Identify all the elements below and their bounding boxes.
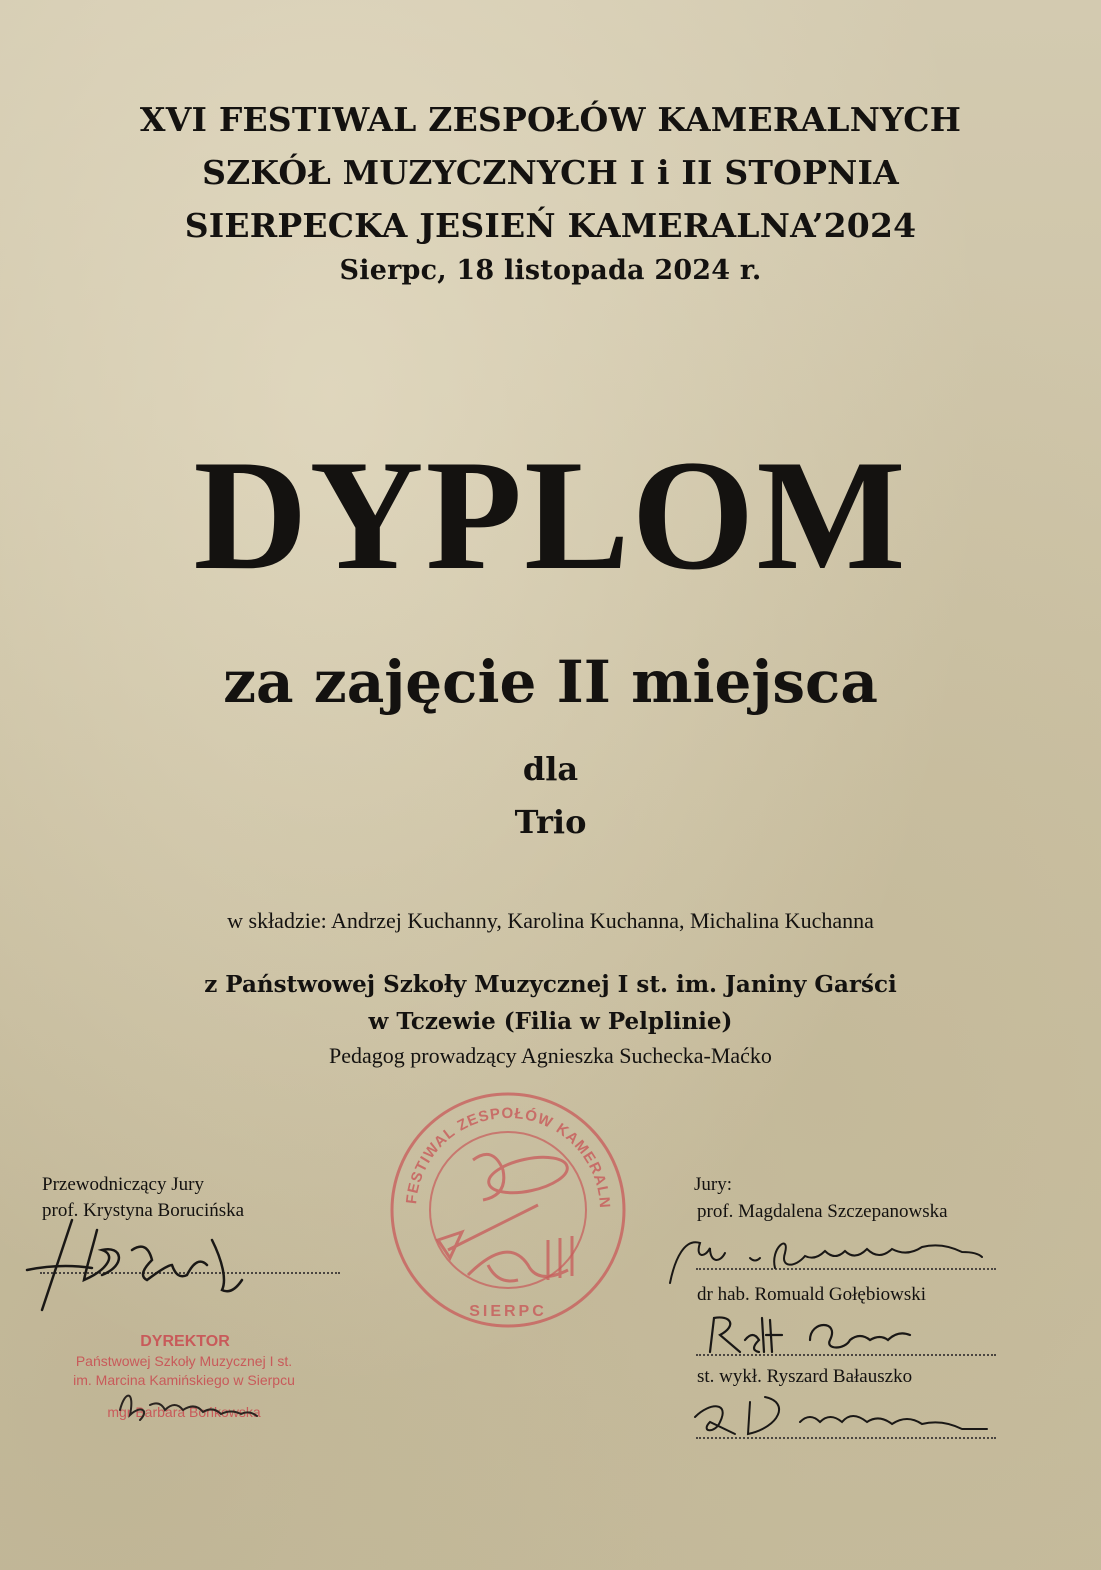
festival-title-line1: XVI FESTIWAL ZESPOŁÓW KAMERALNYCH (139, 100, 962, 139)
for-label: dla (522, 750, 579, 788)
director-signature (110, 1380, 280, 1430)
jury-chair-signature (22, 1210, 262, 1320)
director-stamp-title: DYREKTOR (140, 1333, 230, 1350)
director-stamp-name: mgr Barbara Bońkowska (107, 1404, 261, 1420)
jury-member-3: st. wykł. Ryszard Bałauszko (697, 1366, 913, 1387)
award-place: za zajęcie II miejsca (223, 648, 878, 716)
jury-member-2-signature (700, 1310, 930, 1360)
ensemble-name: Trio (514, 803, 587, 841)
ensemble-members: w składzie: Andrzej Kuchanny, Karolina Kuchanna, Michalina Kuchanna (227, 908, 874, 933)
teacher-line: Pedagog prowadzący Agnieszka Suchecka-Maćko (329, 1043, 772, 1068)
seal-ring-text: FESTIWAL ZESPOŁÓW KAMERALNYCH SZKÓŁ MUZYCZNYCH I i II st. (381, 1077, 614, 1210)
director-stamp-line1: Państwowej Szkoły Muzycznej I st. (75, 1353, 293, 1369)
jury-member-3-signature (690, 1392, 1010, 1442)
jury-member-2: dr hab. Romuald Gołębiowski (697, 1284, 927, 1305)
jury-label: Jury: (694, 1174, 732, 1195)
school-line1: z Państwowej Szkoły Muzycznej I st. im. Janiny Garści (204, 971, 897, 998)
festival-title-line3: SIERPECKA JESIEŃ KAMERALNA’2024 (184, 206, 917, 245)
jury-member-1-signature (665, 1228, 1005, 1288)
diploma-title: DYPLOM (193, 428, 908, 603)
festival-date: Sierpc, 18 listopada 2024 r. (339, 255, 762, 286)
director-stamp-line2: im. Marcina Kamińskiego w Sierpcu (73, 1372, 295, 1388)
seal-city: SIERPC (469, 1303, 547, 1320)
jury-member-1: prof. Magdalena Szczepanowska (697, 1201, 948, 1222)
school-line2: w Tczewie (Filia w Pelplinie) (368, 1008, 733, 1035)
festival-seal (381, 1077, 628, 1330)
festival-title-line2: SZKÓŁ MUZYCZNYCH I i II STOPNIA (202, 153, 899, 192)
jury-chair-name: prof. Krystyna Borucińska (42, 1200, 245, 1221)
jury-chair-role: Przewodniczący Jury (42, 1174, 204, 1195)
